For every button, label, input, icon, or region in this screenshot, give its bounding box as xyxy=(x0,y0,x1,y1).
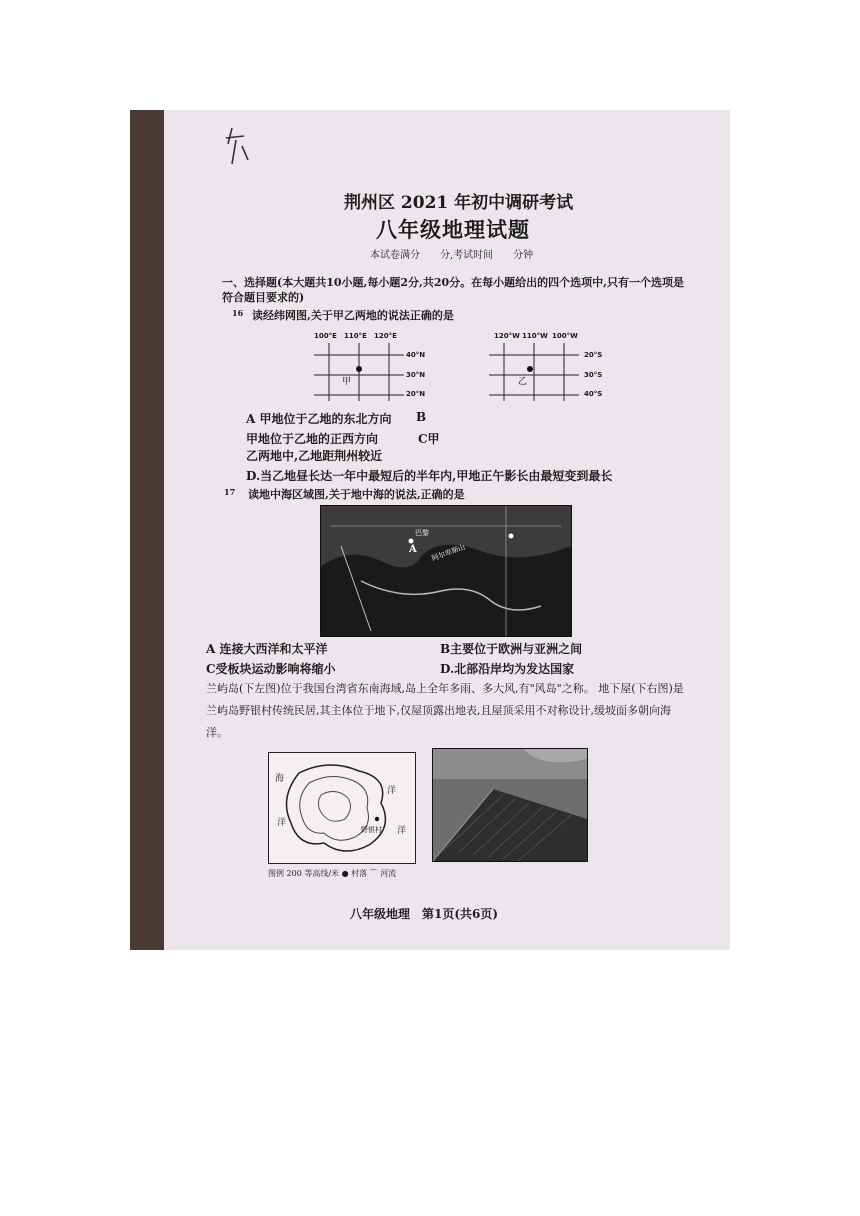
q16-option-b: 甲地位于乙地的正西方向 xyxy=(246,432,379,446)
lon-label: 110°E xyxy=(344,332,367,340)
score-time-line: 本试卷满分 分,考试时间 分钟 xyxy=(370,250,534,261)
ocean-label: 洋 xyxy=(397,826,407,836)
lanyu-island-map xyxy=(268,752,416,864)
lon-label: 100°E xyxy=(314,332,337,340)
q16-option-d: D.当乙地昼长达一年中最短后的半年内,甲地正午影长由最短变到最长 xyxy=(246,469,613,483)
q16-number: 16 xyxy=(232,308,244,318)
exam-subject-title: 八年级地理试题 xyxy=(376,217,530,242)
lat-label: 30°N xyxy=(406,371,426,379)
ocean-label: 洋 xyxy=(387,786,397,796)
lon-label: 120°W xyxy=(494,332,520,340)
map-label-paris: 巴黎 xyxy=(415,529,429,537)
mediterranean-map xyxy=(320,505,572,637)
ocean-label: 洋 xyxy=(277,818,287,828)
lon-label: 100°W xyxy=(552,332,578,340)
q17-option-d: D.北部沿岸均为发达国家 xyxy=(440,662,575,676)
q17-number: 17 xyxy=(224,487,236,497)
point-yi xyxy=(527,366,533,372)
lon-label: 110°W xyxy=(522,332,548,340)
lat-label: 20°N xyxy=(406,390,426,398)
q16-option-c-marker: C甲 xyxy=(418,432,440,446)
q17-option-b: B主要位于欧洲与亚洲之间 xyxy=(440,642,583,656)
lon-label: 120°E xyxy=(374,332,397,340)
map-legend: 图例 200 等高线/米 ● 村落 ⌒ 河流 xyxy=(268,869,397,878)
place-label-yi: 乙 xyxy=(518,377,528,387)
q16-option-c: 乙两地中,乙地距荆州较近 xyxy=(246,449,383,463)
lat-label: 40°S xyxy=(584,390,603,398)
handwritten-mark xyxy=(222,124,252,174)
section-header: 一、选择题(本大题共10小题,每小题2分,共20分。在每小题给出的四个选项中,只有一个选项是符合题目要求的) xyxy=(222,276,684,304)
lat-label: 40°N xyxy=(406,351,426,359)
sea-label: 海 xyxy=(275,774,285,784)
q17-stem: 读地中海区域图,关于地中海的说法,正确的是 xyxy=(248,488,465,501)
q17-option-a: A 连接大西洋和太平洋 xyxy=(206,642,328,656)
q17-option-c: C受板块运动影响将缩小 xyxy=(206,662,336,676)
lat-label: 30°S xyxy=(584,371,603,379)
place-label-jia: 甲 xyxy=(342,377,352,387)
page-footer: 八年级地理 第1页(共6页) xyxy=(350,907,499,921)
dark-background-edge xyxy=(130,110,164,950)
village-label: 野银村 xyxy=(361,826,382,834)
lat-label: 20°S xyxy=(584,351,603,359)
underground-house-photo xyxy=(432,748,588,862)
point-jia xyxy=(356,366,362,372)
q16-stem: 读经纬网图,关于甲乙两地的说法正确的是 xyxy=(252,309,454,322)
map-label-alps: 阿尔卑斯山 xyxy=(430,543,467,563)
scanned-exam-photo xyxy=(130,110,730,950)
q16-option-a: A 甲地位于乙地的东北方向 xyxy=(246,412,392,426)
map-label-a: A xyxy=(409,544,417,555)
lanyu-passage: 兰屿岛(下左图)位于我国台湾省东南海域,岛上全年多雨、多大风,有"风岛"之称。 地下屋(下右图)是兰屿岛野银村传统民居,其主体位于地下,仅屋顶露出地表,且屋顶采用不对称设计,缓坡面多朝向海洋。 xyxy=(206,682,684,739)
q16-option-b-marker: B xyxy=(416,410,427,424)
exam-title: 荆州区 2021 年初中调研考试 xyxy=(344,193,574,213)
